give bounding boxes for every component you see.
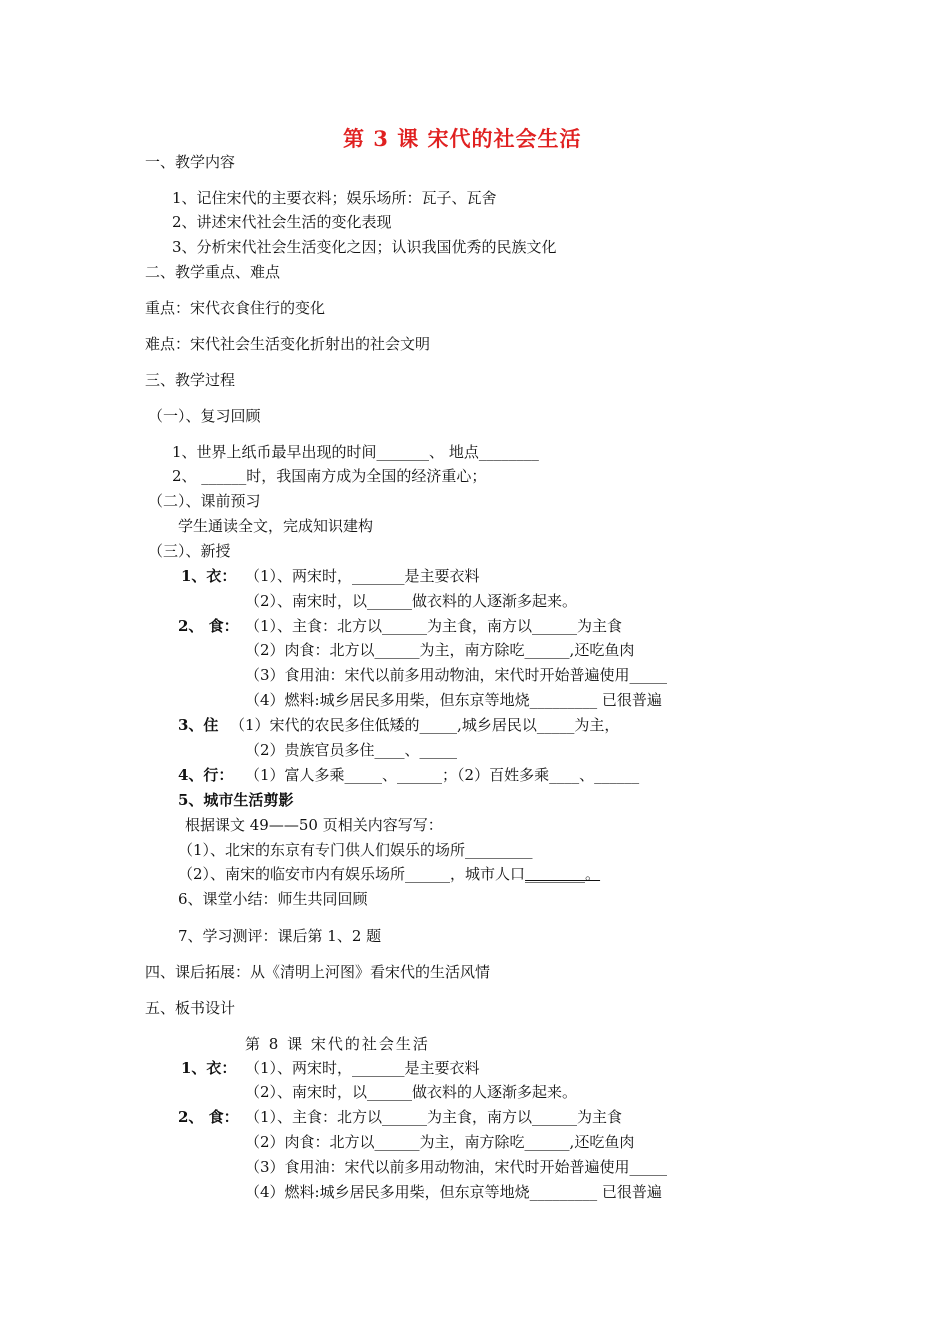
section5-heading: 五、板书设计 (145, 999, 236, 1017)
travel-line-1: （1）富人多乘_____、______；（2）百姓多乘____、______ (245, 766, 640, 784)
objective-3: 3、分析宋代社会生活变化之因；认识我国优秀的民族文化 (172, 238, 557, 256)
learning-assessment: 7、学习测评：课后第 1、2 题 (178, 927, 382, 945)
housing-line-1: （1）宋代的农民多住低矮的_____,城乡居民以_____为主， (230, 716, 620, 734)
travel-label: 4、行： (178, 766, 234, 784)
food-line-1: （1）、主食：北方以______为主食，南方以______为主食 (245, 617, 623, 635)
page-title: 第 3 课 宋代的社会生活 (343, 126, 582, 151)
city-life-intro: 根据课文 49——50 页相关内容写写： (185, 816, 443, 834)
section4-heading: 四、课后拓展：从《清明上河图》看宋代的生活风情 (145, 963, 491, 981)
objective-2: 2、讲述宋代社会生活的变化表现 (172, 213, 392, 231)
preview-text: 学生通读全文，完成知识建构 (178, 517, 374, 535)
review-question-1: 1、世界上纸币最早出现的时间_______、 地点________ (172, 443, 539, 461)
difficulty: 难点：宋代社会生活变化折射出的社会文明 (145, 335, 431, 353)
food-label: 2、 食： (178, 617, 239, 635)
city-life-heading: 5、城市生活剪影 (178, 791, 294, 809)
new-lesson-heading: （三）、新授 (148, 542, 231, 560)
clothing-line-2: （2）、南宋时，以______做衣料的人逐渐多起来。 (245, 592, 578, 610)
food-line-2: （2）肉食：北方以______为主，南方除吃______,还吃鱼肉 (245, 641, 635, 659)
housing-label: 3、住 (178, 716, 219, 734)
review-heading: （一）、复习回顾 (148, 407, 261, 425)
class-summary: 6、课堂小结：师生共同回顾 (178, 890, 368, 908)
review-question-2: 2、 ______时，我国南方成为全国的经济重心； (172, 467, 487, 485)
clothing-line-1: （1）、两宋时，_______是主要衣料 (245, 567, 480, 585)
city-life-question-2-text: （2）、南宋的临安市内有娱乐场所______，城市人口 (178, 865, 526, 883)
board-clothing-label: 1、衣： (181, 1059, 237, 1077)
section3-heading: 三、教学过程 (145, 371, 236, 389)
objective-1: 1、记住宋代的主要衣料；娱乐场所：瓦子、瓦舍 (172, 189, 497, 207)
city-population-blank: ________。 (525, 865, 601, 883)
food-line-3: （3）食用油：宋代以前多用动物油，宋代时开始普遍使用_____ (245, 666, 668, 684)
board-food-line-4: （4）燃料:城乡居民多用柴，但东京等地烧_________ 已很普遍 (245, 1183, 662, 1201)
board-food-line-1: （1）、主食：北方以______为主食，南方以______为主食 (245, 1108, 623, 1126)
preview-heading: （二）、课前预习 (148, 492, 261, 510)
clothing-label: 1、衣： (181, 567, 237, 585)
food-line-4: （4）燃料:城乡居民多用柴，但东京等地烧_________ 已很普遍 (245, 691, 662, 709)
board-clothing-line-2: （2）、南宋时，以______做衣料的人逐渐多起来。 (245, 1083, 578, 1101)
section2-heading: 二、教学重点、难点 (145, 263, 281, 281)
board-food-line-3: （3）食用油：宋代以前多用动物油，宋代时开始普遍使用_____ (245, 1158, 668, 1176)
city-life-question-1: （1）、北宋的东京有专门供人们娱乐的场所_________ (178, 841, 533, 859)
board-design-title: 第 8 课 宋代的社会生活 (245, 1035, 430, 1053)
city-life-question-2 (178, 864, 600, 884)
board-food-line-2: （2）肉食：北方以______为主，南方除吃______,还吃鱼肉 (245, 1133, 635, 1151)
board-clothing-line-1: （1）、两宋时，_______是主要衣料 (245, 1059, 480, 1077)
section1-heading: 一、教学内容 (145, 153, 236, 171)
housing-line-2: （2）贵族官员多住____、_____ (245, 741, 458, 759)
key-point: 重点：宋代衣食住行的变化 (145, 299, 326, 317)
board-food-label: 2、 食： (178, 1108, 239, 1126)
